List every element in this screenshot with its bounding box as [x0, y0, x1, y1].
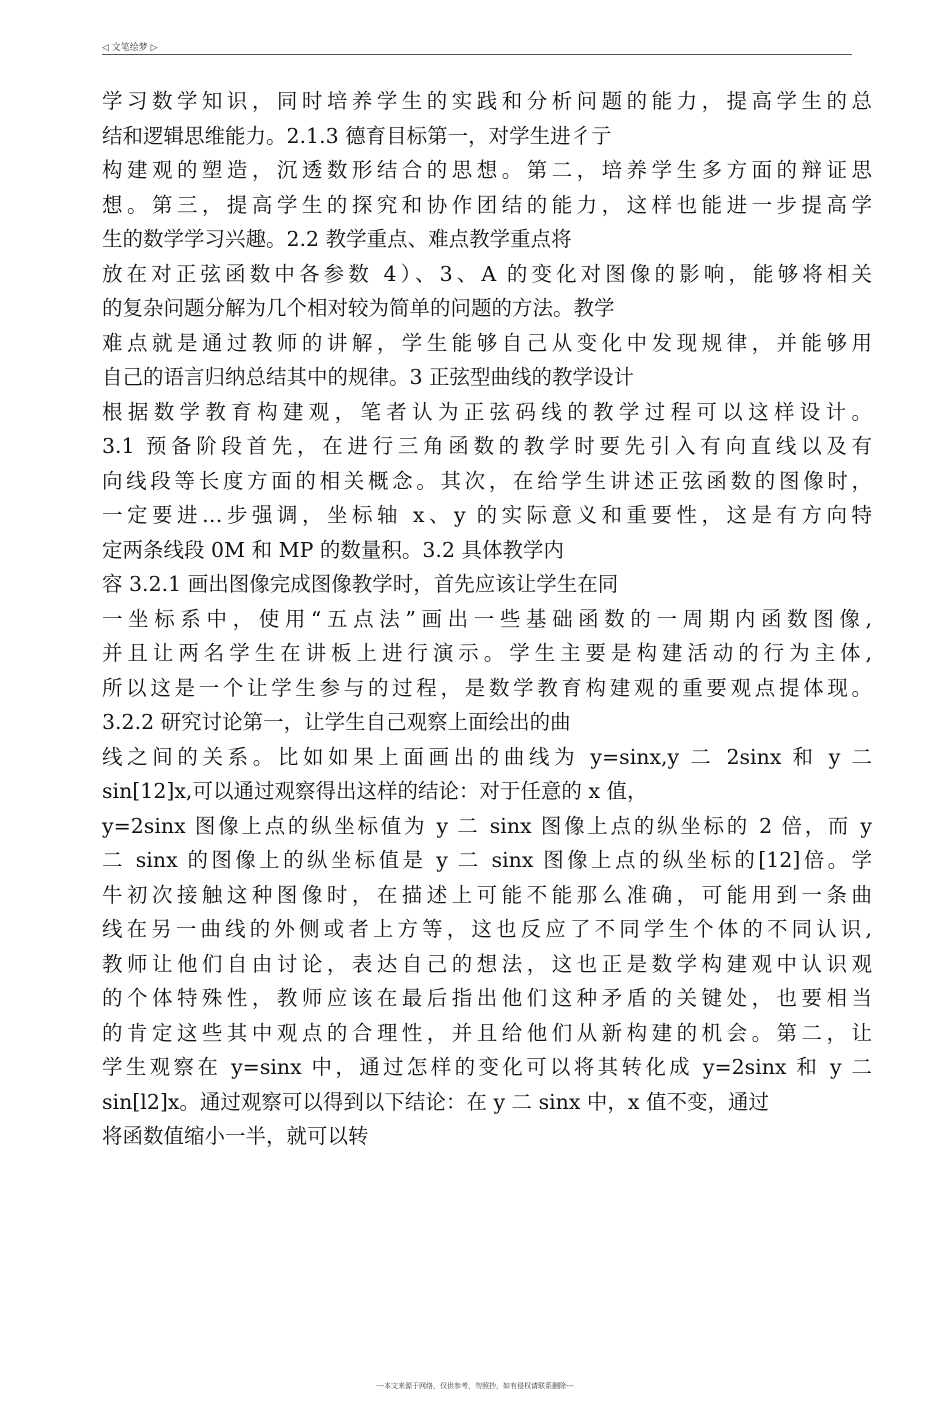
- body-line: 难点就是通过教师的讲解，学生能够自己从变化中发现规律，并能够用: [102, 330, 872, 355]
- body-line: 生的数学学习兴趣。2.2 教学重点、难点教学重点将: [102, 227, 572, 251]
- body-line: 向线段等长度方面的相关概念。其次，在给学生讲述正弦函数的图像时，: [102, 468, 872, 493]
- body-line: 线之间的关系。比如如果上面画出的曲线为 y=sinx,y 二 2sinx 和 y 二: [102, 744, 872, 769]
- body-line: 自己的语言归纳总结其中的规律。3 正弦型曲线的教学设计: [102, 365, 635, 389]
- body-line: 所以这是一个让学生参与的过程，是数学教育构建观的重要观点提体现。: [102, 675, 872, 700]
- body-line: 容 3.2.1 画出图像完成图像教学时，首先应该让学生在同: [102, 572, 619, 596]
- body-line: 将函数值缩小一半，就可以转: [102, 1124, 369, 1148]
- page-header: [102, 38, 852, 55]
- document-body: [102, 84, 872, 1154]
- body-line: 定两条线段 0M 和 MP 的数量积。3.2 具体教学内: [102, 537, 564, 562]
- body-line: 的个体特殊性，教师应该在最后指出他们这种矛盾的关键处，也要相当: [102, 986, 872, 1010]
- body-line: 想。第三，提高学生的探究和协作团结的能力，这样也能进一步提高学: [102, 192, 872, 217]
- body-line: sin[l2]x。通过观察可以得到以下结论：在 y 二 sinx 中，x 值不变，通过: [102, 1089, 769, 1114]
- body-line: 3.1 预备阶段首先，在进行三角函数的教学时要先引入有向直线以及有: [102, 434, 872, 458]
- body-line: 构建观的塑造，沉透数形结合的思想。第二，培养学生多方面的辩证思: [102, 158, 872, 182]
- body-line: 学习数学知识，同时培养学生的实践和分析问题的能力，提高学生的总: [102, 89, 872, 113]
- body-line: 二 sinx 的图像上的纵坐标值是 y 二 sinx 图像上点的纵坐标的[12]倍。学: [102, 848, 872, 872]
- body-line: 牛初次接触这种图像时，在描述上可能不能那么准确，可能用到一条曲: [102, 882, 872, 907]
- body-line: 根据数学教育构建观，笔者认为正弦码线的教学过程可以这样设计。: [102, 399, 872, 424]
- page-footer: ---本文来源于网络，仅供参考，勿照抄，如有侵权请联系删除---: [376, 1382, 574, 1390]
- body-line: 教师让他们自由讨论，表达自己的想法，这也正是数学构建观中认识观: [102, 951, 872, 976]
- body-line: 的肯定这些其中观点的合理性，并且给他们从新构建的机会。第二，让: [102, 1020, 872, 1045]
- body-line: 结和逻辑思维能力。2.1.3 德育目标第一，对学生进彳亍: [102, 123, 612, 148]
- body-line: 放在对正弦函数中各参数 4）、3、A 的变化对图像的影响，能够将相关: [102, 261, 872, 286]
- body-line: 的复杂问题分解为几个相对较为简单的问题的方法。教学: [102, 296, 615, 320]
- body-line: y=2sinx 图像上点的纵坐标值为 y 二 sinx 图像上点的纵坐标的 2 倍，而 y: [102, 813, 872, 838]
- header-title: ◁ 文笔绘梦 ▷: [102, 43, 158, 53]
- body-line: 并且让两名学生在讲板上进行演示。学生主要是构建活动的行为主体,: [102, 641, 872, 665]
- body-line: sin[12]x,可以通过观察得出这样的结论：对于任意的 x 值，: [102, 779, 648, 803]
- body-line: 一定要进…步强调，坐标轴 x、y 的实际意义和重要性，这是有方向特: [102, 503, 872, 527]
- body-line: 线在另一曲线的外侧或者上方等，这也反应了不同学生个体的不同认识,: [102, 917, 872, 941]
- body-line: 3.2.2 研究讨论第一，让学生自己观察上面绘出的曲: [102, 710, 571, 734]
- body-line: 学生观察在 y=sinx 中，通过怎样的变化可以将其转化成 y=2sinx 和 y 二: [102, 1055, 872, 1079]
- body-line: 一坐标系中，使用“五点法”画出一些基础函数的一周期内函数图像,: [102, 606, 872, 631]
